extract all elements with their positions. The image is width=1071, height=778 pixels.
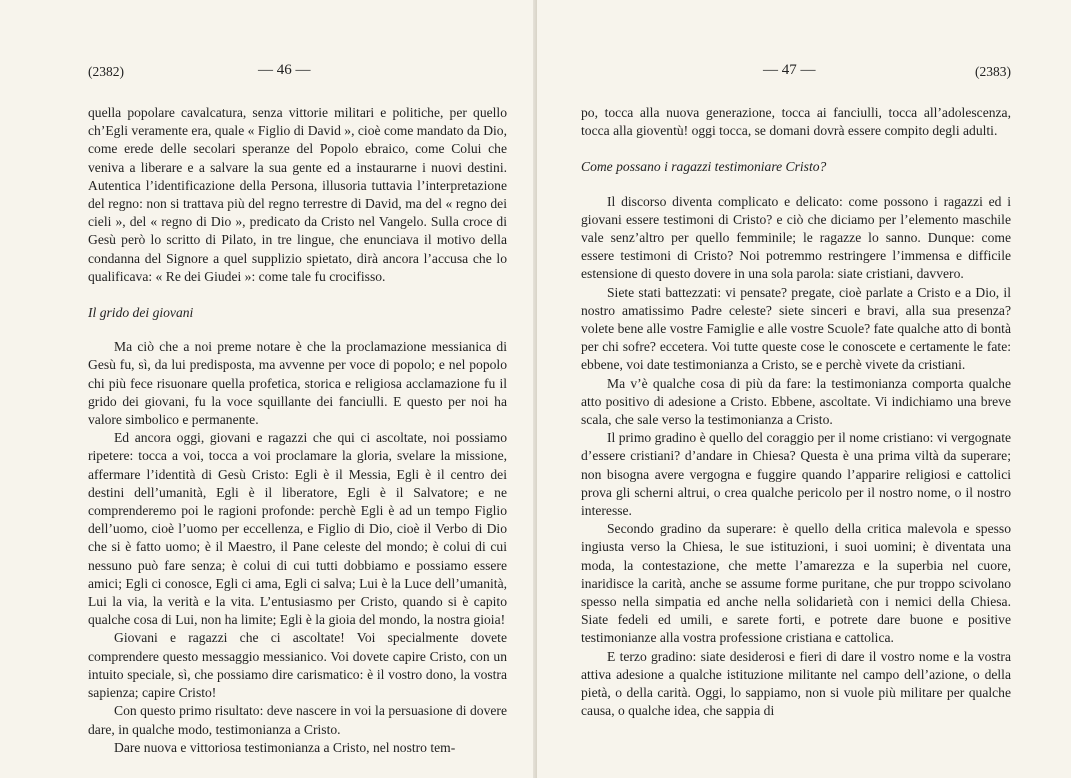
left-page-code: (2382) (88, 64, 124, 79)
paragraph: quella popolare cavalcatura, senza vittorie militari e politiche, per quello ch’Egli veramente era, quale « Figlio di David », cioè come mandato da Dio, come erede delle secolari speranze del Popolo ebraico, come Colui che veniva a liberare e a salvare la sua gente ed a instaurarne i nuovi destini. Autentica l’identificazione della Persona, illusoria tuttavia l’interpretazione del regno: non si trattava più del regno terrestre di David, ma del « regno dei cieli », del « regno di Dio », predicato da Cristo nel Vangelo. Sulla croce di Gesù però lo scritto di Pilato, in tre lingue, che enunciava il motivo della condanna del Signore a quel supplizio spietato, dirà ancora l’accusa che lo qualificava: « Re dei Giudei »: come tale fu crocifisso. (88, 105, 508, 284)
paragraph: Dare nuova e vittoriosa testimonianza a Cristo, nel nostro tem- (114, 739, 456, 755)
paragraph: Secondo gradino da superare: è quello della critica malevola e spesso ingiusta verso la Chiesa, le sue istituzioni, i suoi uomini; è diventata una moda, la contestazione, che mette l’amarezza e la superbia nel cuore, inaridisce la carità, anche se assume forme puritane, che pur troppo scivolano spesso nella simpatia ed anche nella solidarietà con i nemici della Chiesa. Siate fedeli ed umili, e sarete forti, e potrete dare buone e positive testimonianze alla vostra professione cristiana e cattolica. (581, 521, 1011, 646)
paragraph: Ma ciò che a noi preme notare è che la proclamazione messianica di Gesù fu, sì, da lui predisposta, ma avvenne per voce di popolo; e nel popolo chi più fece risuonare quella profetica, storica e religiosa acclamazione fu il grido dei giovani, fu la voce squillante dei fanciulli. E questo per noi ha valore simbolico e permanente. (88, 339, 507, 428)
section-title: Il grido dei giovani (88, 305, 194, 321)
right-page-number: — 47 — (763, 62, 816, 78)
right-page-code: (2383) (975, 64, 1011, 79)
left-page-header (88, 58, 507, 82)
section-title: Come possano i ragazzi testimoniare Cristo? (581, 159, 827, 175)
paragraph: Il primo gradino è quello del coraggio per il nome cristiano: vi vergognate d’essere cristiani? d’andare in Chiesa? Questa è una prima viltà da superare; non bisogna avere vergogna e fuggire quando l’apparire religiosi e cattolici prova gli scherni altrui, o crea qualche pericolo per il nostro nome, o il nostro interesse. (581, 430, 1011, 519)
paragraph: Il discorso diventa complicato e delicato: come possono i ragazzi ed i giovani essere testimoni di Cristo? e ciò che diciamo per l’elemento maschile vale senz’altro per quello femminile; le ragazze lo sanno. Dunque: come essere testimoni di Cristo? Noi potremmo restringere l’immensa e difficile estensione di questo dovere in una sola parola: siate cristiani, davvero. (581, 193, 1011, 282)
paragraph: Ma v’è qualche cosa di più da fare: la testimonianza comporta qualche atto positivo di adesione a Cristo. Ebbene, ascoltate. Vi indichiamo una breve scala, che sale verso la testimonianza a Cristo. (581, 375, 1011, 428)
paragraph: Ed ancora oggi, giovani e ragazzi che qui ci ascoltate, noi possiamo ripetere: tocca a voi, tocca a voi proclamare la gloria, svelare la missione, affermare l’identità di Gesù Cristo: Egli è il Messia, Egli è il centro dei destini dell’umanità, Egli è il liberatore, Egli è il Salvatore; e ne comprenderemo poi le ragioni profonde: perchè Egli è ad un tempo Figlio dell’uomo, cioè l’uomo per eccellenza, e Figlio di Dio, cioè il Verbo di Dio che si è fatto uomo; è il Maestro, il Pane celeste del mondo; è colui di cui nessuno può fare senza; è colui di cui tutti dobbiamo e possiamo essere amici; Egli ci conosce, Egli ci ama, Egli ci salva; Lui è la Luce dell’umanità, Lui la via, la verità e la vita. L’entusiasmo per Cristo, quando si è capito qualche cosa di Lui, non ha limite; Egli è la gioia del mondo, la nostra gioia! (88, 430, 507, 628)
paragraph: Con questo primo risultato: deve nascere in voi la persuasione di dovere dare, in qualche modo, testimonianza a Cristo. (88, 703, 507, 737)
paragraph: po, tocca alla nuova generazione, tocca ai fanciulli, tocca all’adolescenza, tocca alla gioventù! oggi tocca, se domani dovrà essere compito degli adulti. (581, 105, 1011, 139)
left-page-text (88, 104, 507, 757)
right-page (537, 0, 1071, 778)
paragraph: Giovani e ragazzi che ci ascoltate! Voi specialmente dovete comprendere questo messaggio messianico. Voi dovete capire Cristo, con un intuito speciale, sì, che possiamo dire carismatico: è il vostro dono, la vostra sapienza; capire Cristo! (88, 630, 507, 701)
right-page-header (581, 58, 1011, 82)
paragraph: E terzo gradino: siate desiderosi e fieri di dare il vostro nome e la vostra attiva adesione a qualche istituzione militante nel campo dell’azione, o della pietà, o della carità. Oggi, lo sappiamo, non si vuole più militare per qualche causa, o qualche idea, che sappia di (581, 648, 1011, 719)
left-page-number: — 46 — (258, 62, 311, 78)
right-page-text (581, 104, 1011, 721)
paragraph: Siete stati battezzati: vi pensate? pregate, cioè parlate a Cristo e a Dio, il nostro amatissimo Padre celeste? siete sinceri e bravi, alla sua presenza? volete bene alle vostre Famiglie e alle vostre Scuole? fate qualche atto di bontà per chi sofre? eccetera. Voi tutte queste cose le conoscete e certamente le fate: ebbene, voi date testimonianza a Cristo, se e perchè vivete da cristiani. (581, 284, 1011, 373)
